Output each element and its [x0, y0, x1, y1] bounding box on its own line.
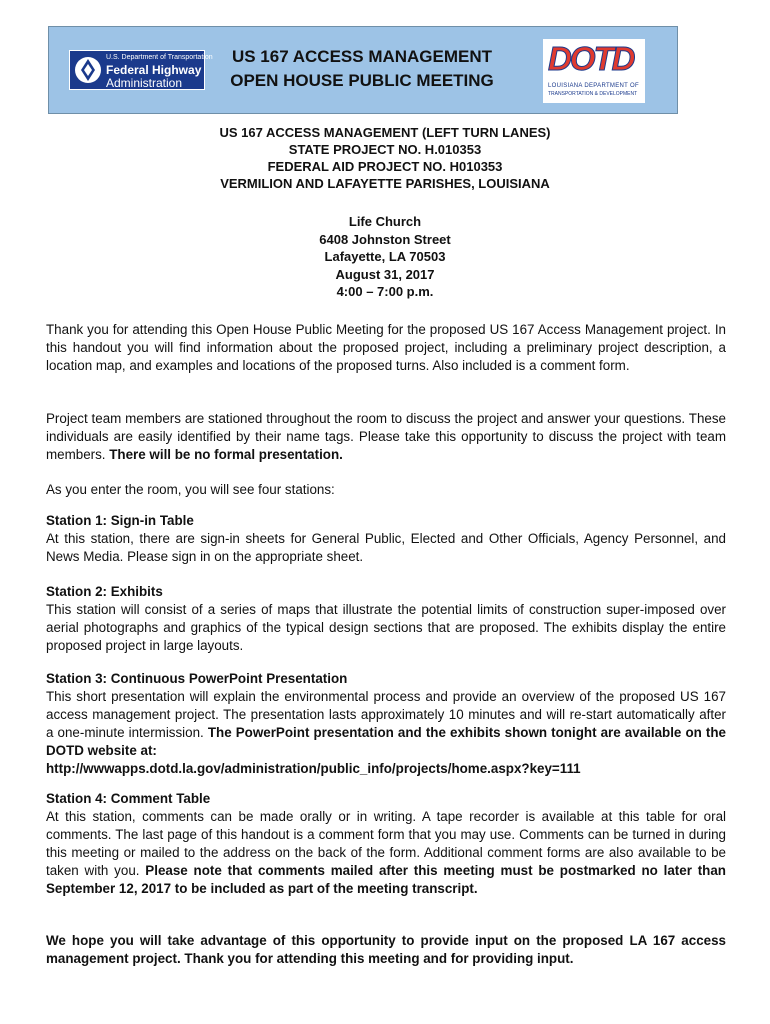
station4-title: Station 4: Comment Table [46, 791, 211, 806]
station3-title: Station 3: Continuous PowerPoint Presentation [46, 671, 348, 686]
station1-section [46, 512, 726, 566]
fhwa-name-line2: Administration [106, 76, 183, 90]
banner-title-line2: OPEN HOUSE PUBLIC MEETING [230, 71, 494, 90]
station1-title: Station 1: Sign-in Table [46, 513, 194, 528]
meeting-date: August 31, 2017 [335, 266, 435, 282]
closing-text: We hope you will take advantage of this opportunity to provide input on the proposed LA 167 access management project. Thank you for attending this meeting and for providing input. [46, 933, 726, 966]
team-bold: There will be no formal presentation. [109, 447, 343, 462]
station3-bold: The PowerPoint presentation and the exhibits shown tonight are available on the DOTD website at: [46, 725, 726, 758]
project-title: US 167 ACCESS MANAGEMENT (LEFT TURN LANES) [219, 125, 551, 140]
closing-paragraph [46, 932, 726, 968]
header-banner [48, 26, 678, 114]
dotd-logo-word: DOTD [548, 40, 634, 77]
venue-block [40, 213, 730, 301]
station4-section [46, 790, 726, 898]
station4-text: At this station, comments can be made orally or in writing. A tape recorder is available at this table for oral comments. The last page of this handout is a comment form that you may use. Comments can be turned in during this meeting or mailed to the address on the back of the form. Additional comment forms are also available to be taken with you. [46, 809, 726, 878]
dotd-logo [543, 39, 645, 103]
station3-text: This short presentation will explain the environmental process and provide an overview of the proposed US 167 access management project. The presentation lasts approximately 10 minutes and will re-start automatically after a one-minute intermission. [46, 689, 726, 740]
venue-street: 6408 Johnston Street [319, 231, 451, 247]
venue-name: Life Church [348, 214, 422, 229]
team-text: Project team members are stationed throughout the room to discuss the project and answer your questions. These individuals are easily identified by their name tags. Please take this opportunity to discuss the project with team members. [46, 411, 726, 462]
dotd-website-link[interactable]: http://wwwapps.dotd.la.gov/administration/public_info/projects/home.aspx?key=111 [46, 761, 581, 776]
dotd-logo-sub1: LOUISIANA DEPARTMENT OF [548, 83, 639, 89]
team-paragraph [46, 410, 726, 464]
station3-section [46, 670, 726, 778]
meeting-time: 4:00 – 7:00 p.m. [336, 284, 434, 299]
fhwa-logo [69, 50, 213, 90]
station2-text: This station will consist of a series of maps that illustrate the potential limits of construction super-imposed over aerial photographs and graphics of the typical design sections that are proposed. The exhibits display the entire proposed project in large layouts. [46, 602, 726, 653]
fhwa-shield-icon [73, 55, 103, 85]
enter-paragraph: As you enter the room, you will see four stations: [46, 482, 335, 497]
venue-city: Lafayette, LA 70503 [324, 249, 446, 264]
station2-title: Station 2: Exhibits [46, 584, 163, 599]
banner-title-line1: US 167 ACCESS MANAGEMENT [231, 47, 493, 66]
station4-bold: Please note that comments mailed after this meeting must be postmarked no later than September 12, 2017 to be included as part of the meeting transcript. [46, 863, 726, 896]
intro-paragraph: Thank you for attending this Open House Public Meeting for the proposed US 167 Access Management project. In this handout you will find information about the proposed project, including a preliminary project description, a location map, and examples and locations of the proposed turns. Also included is a comment form. [46, 322, 726, 373]
fhwa-dept-text: U.S. Department of Transportation [106, 54, 213, 61]
dotd-logo-sub2: TRANSPORTATION & DEVELOPMENT [548, 91, 638, 97]
station2-section [46, 583, 726, 655]
federal-project-number: FEDERAL AID PROJECT NO. H010353 [267, 159, 503, 174]
banner-title [227, 45, 497, 93]
fhwa-name-line1: Federal Highway [106, 63, 202, 77]
project-heading [40, 124, 730, 192]
state-project-number: STATE PROJECT NO. H.010353 [288, 142, 482, 157]
parishes: VERMILION AND LAFAYETTE PARISHES, LOUISIANA [220, 176, 550, 191]
station1-text: At this station, there are sign-in sheets for General Public, Elected and Other Officials, Agency Personnel, and News Media. Please sign in on the appropriate sheet. [46, 531, 726, 564]
